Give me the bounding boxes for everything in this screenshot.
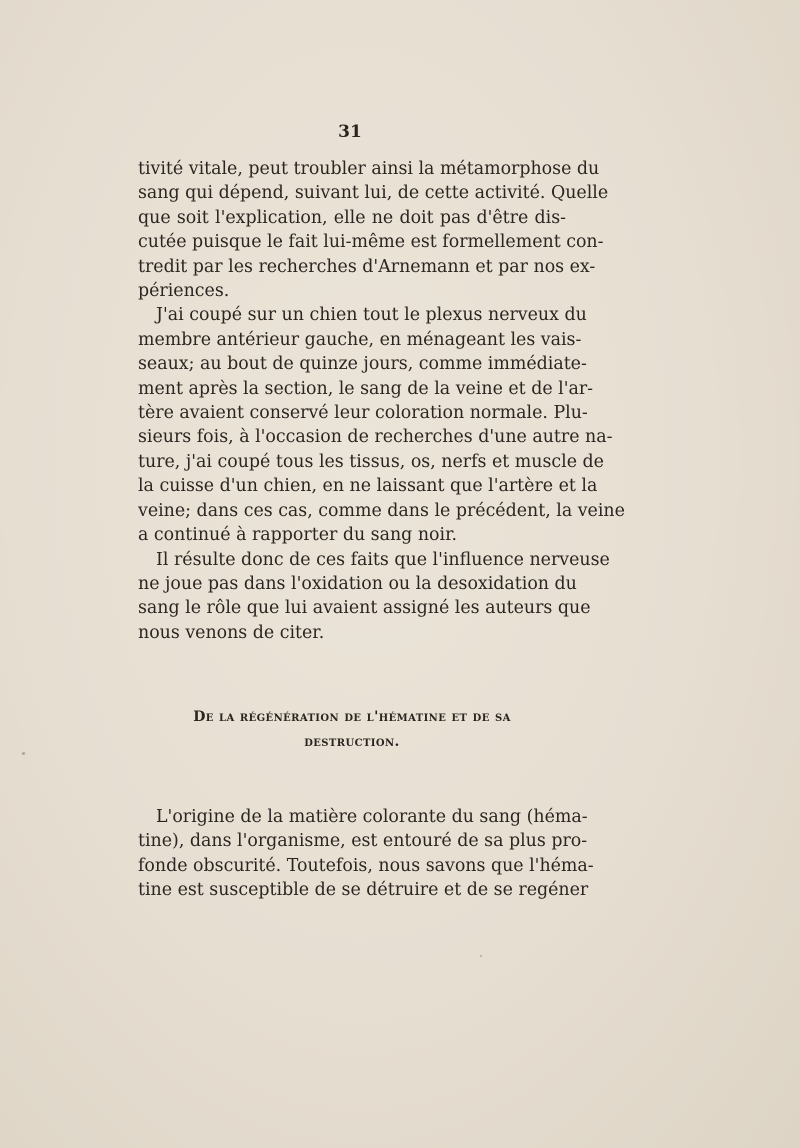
text-line: veine; dans ces cas, comme dans le précédent, la veine xyxy=(138,500,625,521)
text-line: tine est susceptible de se détruire et de se regéner xyxy=(138,880,589,901)
heading-line: De la régénération de l'hématine et de sa xyxy=(193,709,511,725)
body-text-bottom xyxy=(138,805,594,903)
text-line: fonde obscurité. Toutefois, nous savons que l'héma- xyxy=(138,855,594,876)
text-line: périences. xyxy=(138,281,230,302)
paragraph xyxy=(138,805,594,903)
text-line: la cuisse d'un chien, en ne laissant que l'artère et la xyxy=(138,476,598,497)
text-line: tivité vitale, peut troubler ainsi la métamorphose du xyxy=(138,159,600,179)
paragraph xyxy=(138,157,609,303)
text-line: a continué à rapporter du sang noir. xyxy=(138,525,457,546)
text-line: cutée puisque le fait lui-même est formellement con- xyxy=(138,232,604,253)
text-line: L'origine de la matière colorante du sang (héma- xyxy=(156,807,588,827)
text-line: J'ai coupé sur un chien tout le plexus nerveux du xyxy=(156,305,587,326)
text-line: membre antérieur gauche, en ménageant les vais- xyxy=(138,329,582,350)
text-line: nous venons de citer. xyxy=(138,622,325,643)
text-line: ment après la section, le sang de la veine et de l'ar- xyxy=(138,378,594,399)
text-line: seaux; au bout de quinze jours, comme immédiate- xyxy=(138,354,587,375)
text-line: tère avaient conservé leur coloration normale. Plu- xyxy=(138,403,588,424)
text-line: ture, j'ai coupé tous les tissus, os, nerfs et muscle de xyxy=(138,451,604,472)
text-line: tredit par les recherches d'Arnemann et par nos ex- xyxy=(138,256,596,277)
heading-line: destruction. xyxy=(304,734,400,750)
text-line: tine), dans l'organisme, est entouré de sa plus pro- xyxy=(138,831,588,852)
text-line: sang qui dépend, suivant lui, de cette activité. Quelle xyxy=(138,183,609,204)
text-line: ne joue pas dans l'oxidation ou la desoxidation du xyxy=(138,573,577,594)
page-number: 31 xyxy=(338,122,362,142)
text-line: Il résulte donc de ces faits que l'influence nerveuse xyxy=(156,549,610,570)
section-heading xyxy=(138,705,566,755)
paper-speck xyxy=(480,955,482,957)
text-line: que soit l'explication, elle ne doit pas d'être dis- xyxy=(138,207,566,228)
text-line: sieurs fois, à l'occasion de recherches d'une autre na- xyxy=(138,427,613,448)
text-line: sang le rôle que lui avaient assigné les auteurs que xyxy=(138,598,591,619)
paragraph xyxy=(138,303,625,547)
paragraph xyxy=(138,548,610,646)
paper-speck xyxy=(22,752,25,755)
body-text-top xyxy=(138,157,625,645)
